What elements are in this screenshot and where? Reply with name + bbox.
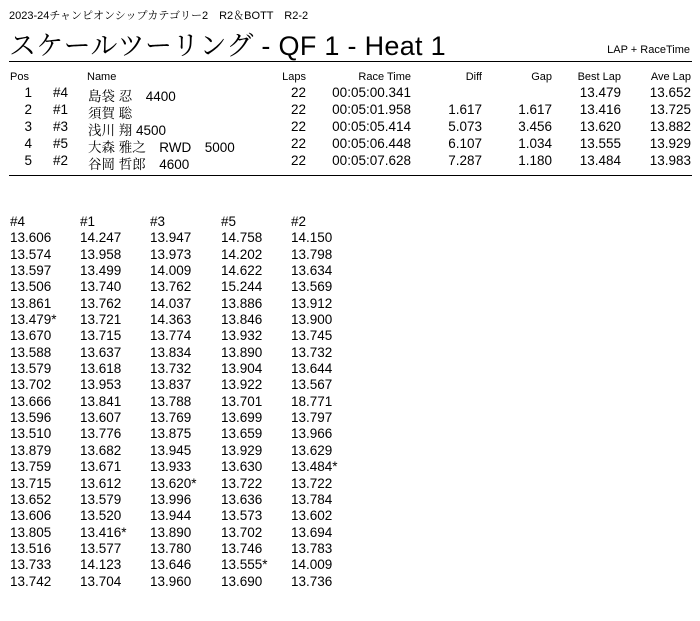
lap-time-cell: 13.699 bbox=[221, 410, 263, 426]
result-gap-cell: 1.180 bbox=[518, 153, 552, 169]
result-best-lap-cell: 13.555 bbox=[579, 136, 621, 152]
lap-time-cell: 13.774 bbox=[150, 328, 192, 344]
lap-time-cell: 14.037 bbox=[150, 295, 192, 311]
result-best-lap-cell: 13.484 bbox=[579, 153, 621, 169]
lap-time-cell: 13.596 bbox=[10, 410, 52, 426]
lap-time-cell: 13.694 bbox=[291, 524, 333, 540]
lap-time-cell: 13.834 bbox=[150, 344, 192, 360]
lap-time-cell: 13.634 bbox=[291, 263, 333, 279]
col-header-best-lap: Best Lap bbox=[577, 71, 621, 83]
lap-time-cell: 13.682 bbox=[80, 442, 122, 458]
lap-time-cell: 13.671 bbox=[80, 459, 122, 475]
lap-time-cell: 14.009 bbox=[150, 263, 192, 279]
lap-time-cell: 13.745 bbox=[291, 328, 333, 344]
lap-column bbox=[221, 214, 268, 590]
lap-time-cell: 15.244 bbox=[221, 279, 263, 295]
result-name-cell: 須賀 聡 bbox=[88, 106, 133, 122]
lap-time-cell: 13.520 bbox=[80, 508, 122, 524]
result-pos-cell: 5 bbox=[24, 153, 32, 169]
result-gap-cell: 1.034 bbox=[518, 136, 552, 152]
lap-time-cell: 13.574 bbox=[10, 246, 52, 262]
lap-column-header: #2 bbox=[291, 214, 307, 229]
lap-time-cell: 13.652 bbox=[10, 491, 52, 507]
lap-time-cell: 13.499 bbox=[80, 263, 122, 279]
result-pos-cell: 2 bbox=[24, 102, 32, 118]
lap-time-cell: 13.953 bbox=[80, 377, 122, 393]
lap-time-cell: 13.960 bbox=[150, 573, 192, 589]
lap-time-cell: 13.555* bbox=[221, 557, 268, 573]
lap-time-cell: 13.646 bbox=[150, 557, 192, 573]
lap-time-cell: 13.618 bbox=[80, 361, 122, 377]
lap-column-header: #3 bbox=[150, 214, 166, 229]
lap-time-cell: 13.629 bbox=[291, 442, 333, 458]
lap-time-cell: 13.904 bbox=[221, 361, 263, 377]
report-mode-label: LAP + RaceTime bbox=[607, 44, 690, 56]
result-no-cell: #2 bbox=[53, 153, 69, 169]
lap-time-cell: 13.798 bbox=[291, 246, 333, 262]
lap-time-cell: 13.704 bbox=[80, 573, 122, 589]
lap-time-cell: 13.612 bbox=[80, 475, 122, 491]
result-no-cell: #3 bbox=[53, 119, 69, 135]
lap-time-cell: 13.607 bbox=[80, 410, 122, 426]
result-ave-lap-cell: 13.882 bbox=[649, 119, 691, 135]
lap-time-cell: 14.123 bbox=[80, 557, 122, 573]
result-diff-cell: 7.287 bbox=[448, 153, 482, 169]
lap-time-cell: 13.602 bbox=[291, 508, 333, 524]
lap-time-cell: 13.762 bbox=[80, 295, 122, 311]
result-race-time-cell: 00:05:00.341 bbox=[332, 85, 411, 100]
lap-time-cell: 13.732 bbox=[150, 361, 192, 377]
col-header-gap: Gap bbox=[531, 71, 552, 83]
lap-time-cell: 13.670 bbox=[10, 328, 52, 344]
lap-time-cell: 13.506 bbox=[10, 279, 52, 295]
result-no-cell: #4 bbox=[53, 85, 69, 100]
lap-time-cell: 13.788 bbox=[150, 393, 192, 409]
result-race-time-cell: 00:05:07.628 bbox=[332, 153, 411, 169]
results-divider bbox=[9, 175, 692, 176]
lap-time-cell: 14.009 bbox=[291, 557, 333, 573]
lap-time-cell: 13.588 bbox=[10, 344, 52, 360]
lap-time-cell: 13.875 bbox=[150, 426, 192, 442]
lap-time-cell: 13.736 bbox=[291, 573, 333, 589]
col-header-diff: Diff bbox=[465, 71, 482, 83]
lap-time-cell: 13.722 bbox=[291, 475, 333, 491]
lap-time-cell: 13.797 bbox=[291, 410, 333, 426]
lap-time-cell: 13.958 bbox=[80, 246, 122, 262]
lap-time-cell: 13.702 bbox=[221, 524, 263, 540]
col-header-race-time: Race Time bbox=[358, 71, 411, 83]
lap-time-cell: 13.733 bbox=[10, 557, 52, 573]
lap-time-cell: 13.900 bbox=[291, 312, 333, 328]
result-diff-cell: 1.617 bbox=[448, 102, 482, 118]
lap-time-cell: 13.932 bbox=[221, 328, 263, 344]
lap-column-header: #5 bbox=[221, 214, 237, 229]
lap-time-cell: 13.762 bbox=[150, 279, 192, 295]
result-ave-lap-cell: 13.983 bbox=[649, 153, 691, 169]
lap-time-cell: 13.579 bbox=[80, 491, 122, 507]
lap-time-cell: 13.637 bbox=[80, 344, 122, 360]
lap-time-cell: 13.722 bbox=[221, 475, 263, 491]
result-name-cell: 谷岡 哲郎 4600 bbox=[88, 157, 190, 173]
lap-time-cell: 13.630 bbox=[221, 459, 263, 475]
lap-time-cell: 13.721 bbox=[80, 312, 122, 328]
result-diff-cell: 5.073 bbox=[448, 119, 482, 135]
col-header-name: Name bbox=[87, 71, 117, 83]
result-name-cell: 島袋 忍 4400 bbox=[88, 89, 176, 104]
lap-time-cell: 13.944 bbox=[150, 508, 192, 524]
result-pos-cell: 4 bbox=[24, 136, 32, 152]
lap-time-cell: 13.759 bbox=[10, 459, 52, 475]
lap-time-cell: 13.776 bbox=[80, 426, 122, 442]
result-pos-cell: 1 bbox=[24, 85, 32, 100]
result-laps-cell: 22 bbox=[290, 102, 306, 118]
lap-time-cell: 13.597 bbox=[10, 263, 52, 279]
result-best-lap-cell: 13.479 bbox=[579, 85, 621, 100]
lap-time-cell: 13.702 bbox=[10, 377, 52, 393]
result-name-cell: 浅川 翔 4500 bbox=[88, 123, 167, 139]
lap-time-cell: 13.837 bbox=[150, 377, 192, 393]
lap-time-cell: 13.516 bbox=[10, 540, 52, 556]
lap-time-cell: 13.606 bbox=[10, 230, 52, 246]
lap-time-cell: 13.929 bbox=[221, 442, 263, 458]
lap-time-cell: 13.996 bbox=[150, 491, 192, 507]
lap-time-cell: 14.247 bbox=[80, 230, 122, 246]
lap-time-cell: 13.732 bbox=[291, 344, 333, 360]
result-ave-lap-cell: 13.929 bbox=[649, 136, 691, 152]
lap-time-cell: 13.636 bbox=[221, 491, 263, 507]
lap-time-cell: 13.890 bbox=[150, 524, 192, 540]
header-divider bbox=[9, 61, 692, 62]
lap-time-cell: 13.947 bbox=[150, 230, 192, 246]
lap-time-cell: 13.567 bbox=[291, 377, 333, 393]
lap-time-cell: 13.715 bbox=[80, 328, 122, 344]
lap-time-cell: 13.922 bbox=[221, 377, 263, 393]
lap-time-cell: 13.886 bbox=[221, 295, 263, 311]
result-best-lap-cell: 13.620 bbox=[579, 119, 621, 135]
result-pos-cell: 3 bbox=[24, 119, 32, 135]
lap-time-cell: 13.805 bbox=[10, 524, 52, 540]
lap-time-cell: 13.479* bbox=[10, 312, 57, 328]
lap-column-header: #4 bbox=[10, 214, 26, 229]
lap-time-cell: 14.363 bbox=[150, 312, 192, 328]
lap-column bbox=[10, 214, 57, 590]
lap-time-cell: 13.769 bbox=[150, 410, 192, 426]
lap-time-cell: 13.945 bbox=[150, 442, 192, 458]
result-race-time-cell: 00:05:06.448 bbox=[332, 136, 411, 152]
result-laps-cell: 22 bbox=[290, 85, 306, 100]
page-title: スケールツーリング - QF 1 - Heat 1 bbox=[9, 31, 446, 61]
lap-time-cell: 14.758 bbox=[221, 230, 263, 246]
lap-time-cell: 13.484* bbox=[291, 459, 338, 475]
result-name-cell: 大森 雅之 RWD 5000 bbox=[88, 140, 235, 156]
lap-time-cell: 14.202 bbox=[221, 246, 263, 262]
lap-time-cell: 13.620* bbox=[150, 475, 197, 491]
result-laps-cell: 22 bbox=[290, 153, 306, 169]
result-no-cell: #1 bbox=[53, 102, 69, 118]
lap-time-cell: 13.746 bbox=[221, 540, 263, 556]
col-header-pos: Pos bbox=[10, 71, 29, 83]
lap-time-cell: 13.701 bbox=[221, 393, 263, 409]
lap-time-cell: 13.966 bbox=[291, 426, 333, 442]
lap-time-cell: 13.659 bbox=[221, 426, 263, 442]
lap-time-cell: 13.861 bbox=[10, 295, 52, 311]
lap-time-cell: 13.569 bbox=[291, 279, 333, 295]
lap-time-cell: 13.780 bbox=[150, 540, 192, 556]
result-diff-cell: 6.107 bbox=[448, 136, 482, 152]
lap-time-cell: 13.841 bbox=[80, 393, 122, 409]
lap-column bbox=[150, 214, 197, 590]
result-ave-lap-cell: 13.652 bbox=[649, 85, 691, 100]
lap-time-cell: 13.933 bbox=[150, 459, 192, 475]
lap-time-cell: 13.890 bbox=[221, 344, 263, 360]
lap-time-cell: 13.666 bbox=[10, 393, 52, 409]
lap-time-cell: 13.740 bbox=[80, 279, 122, 295]
result-best-lap-cell: 13.416 bbox=[579, 102, 621, 118]
lap-time-cell: 13.846 bbox=[221, 312, 263, 328]
lap-time-cell: 13.912 bbox=[291, 295, 333, 311]
lap-time-cell: 13.644 bbox=[291, 361, 333, 377]
lap-time-cell: 13.783 bbox=[291, 540, 333, 556]
lap-time-cell: 13.973 bbox=[150, 246, 192, 262]
lap-time-cell: 13.606 bbox=[10, 508, 52, 524]
col-header-ave-lap: Ave Lap bbox=[650, 71, 691, 83]
lap-time-cell: 13.573 bbox=[221, 508, 263, 524]
result-ave-lap-cell: 13.725 bbox=[649, 102, 691, 118]
lap-time-cell: 14.150 bbox=[291, 230, 333, 246]
lap-time-cell: 13.715 bbox=[10, 475, 52, 491]
lap-column bbox=[80, 214, 127, 590]
result-laps-cell: 22 bbox=[290, 136, 306, 152]
lap-time-cell: 13.742 bbox=[10, 573, 52, 589]
lap-time-cell: 14.622 bbox=[221, 263, 263, 279]
result-race-time-cell: 00:05:05.414 bbox=[332, 119, 411, 135]
col-header-laps: Laps bbox=[282, 71, 306, 83]
lap-time-cell: 18.771 bbox=[291, 393, 333, 409]
lap-column bbox=[291, 214, 338, 590]
result-gap-cell: 3.456 bbox=[518, 119, 552, 135]
result-gap-cell: 1.617 bbox=[518, 102, 552, 118]
report-subtitle: 2023-24チャンピオンシップカテゴリー2 R2＆BOTT R2-2 bbox=[9, 10, 309, 22]
lap-time-cell: 13.510 bbox=[10, 426, 52, 442]
lap-time-cell: 13.784 bbox=[291, 491, 333, 507]
lap-time-cell: 13.690 bbox=[221, 573, 263, 589]
result-no-cell: #5 bbox=[53, 136, 69, 152]
lap-time-cell: 13.579 bbox=[10, 361, 52, 377]
result-race-time-cell: 00:05:01.958 bbox=[332, 102, 411, 118]
lap-time-cell: 13.416* bbox=[80, 524, 127, 540]
lap-column-header: #1 bbox=[80, 214, 96, 229]
lap-time-cell: 13.879 bbox=[10, 442, 52, 458]
result-laps-cell: 22 bbox=[290, 119, 306, 135]
lap-time-cell: 13.577 bbox=[80, 540, 122, 556]
